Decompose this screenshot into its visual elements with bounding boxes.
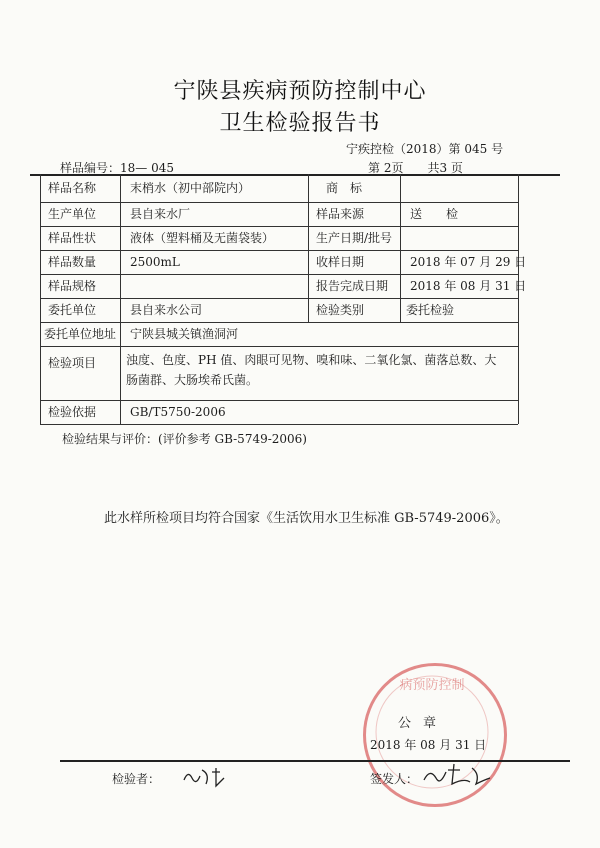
signer-signature	[420, 760, 492, 790]
result-conclusion: 此水样所检项目均符合国家《生活饮用水卫生标准 GB-5749-2006》。	[104, 511, 509, 526]
source-value: 送 检	[410, 207, 459, 221]
source-label: 样品来源	[316, 207, 365, 221]
items-line-2: 肠菌群、大肠埃希氏菌。	[126, 373, 259, 387]
inspector-signature	[180, 764, 240, 790]
received-value: 2018 年 07 月 29 日	[410, 255, 527, 269]
client-label: 委托单位	[48, 303, 97, 317]
batch-label: 生产日期/批号	[316, 231, 393, 245]
basis-value: GB/T5750-2006	[130, 405, 226, 419]
state-label: 样品性状	[48, 231, 97, 245]
basis-label: 检验依据	[48, 405, 97, 419]
received-label: 收样日期	[316, 255, 365, 269]
producer-value: 县自来水厂	[130, 207, 191, 221]
signer-label: 签发人：	[370, 772, 419, 786]
client-value: 县自来水公司	[130, 303, 203, 317]
completed-label: 报告完成日期	[316, 279, 389, 293]
items-line-1: 浊度、色度、PH 值、肉眼可见物、嗅和味、二氧化氯、菌落总数、大	[126, 353, 497, 367]
sample-name-label: 样品名称	[48, 181, 97, 195]
client-address-value: 宁陕县城关镇渔洞河	[130, 327, 239, 341]
state-value: 液体（塑料桶及无菌袋装）	[130, 231, 275, 245]
inspector-label: 检验者：	[112, 772, 161, 786]
items-label: 检验项目	[48, 356, 97, 370]
svg-text:病预防控制: 病预防控制	[399, 678, 465, 693]
report-title: 卫生检验报告书	[219, 111, 381, 136]
page-info: 第 2页 共3 页	[368, 161, 463, 175]
quantity-value: 2500mL	[130, 255, 180, 269]
spec-label: 样品规格	[48, 279, 97, 293]
items-value	[126, 350, 516, 390]
document-number: 宁疾控检（2018）第 045 号	[346, 142, 504, 156]
issue-date: 2018 年 08 月 31 日	[370, 738, 487, 752]
result-label: 检验结果与评价：(评价参考 GB-5749-2006)	[62, 432, 307, 446]
sample-number: 样品编号：18— 045	[60, 161, 174, 175]
client-address-label: 委托单位地址	[44, 327, 117, 341]
seal-label: 公章	[398, 716, 449, 731]
footer-rule	[60, 760, 570, 762]
quantity-label: 样品数量	[48, 255, 97, 269]
sample-name-value: 末梢水（初中部院内）	[130, 181, 251, 195]
organization-title: 宁陕县疾病预防控制中心	[173, 79, 427, 104]
producer-label: 生产单位	[48, 207, 97, 221]
category-value: 委托检验	[406, 303, 455, 317]
category-label: 检验类别	[316, 303, 365, 317]
brand-label: 商 标	[326, 181, 363, 195]
completed-value: 2018 年 08 月 31 日	[410, 279, 527, 293]
